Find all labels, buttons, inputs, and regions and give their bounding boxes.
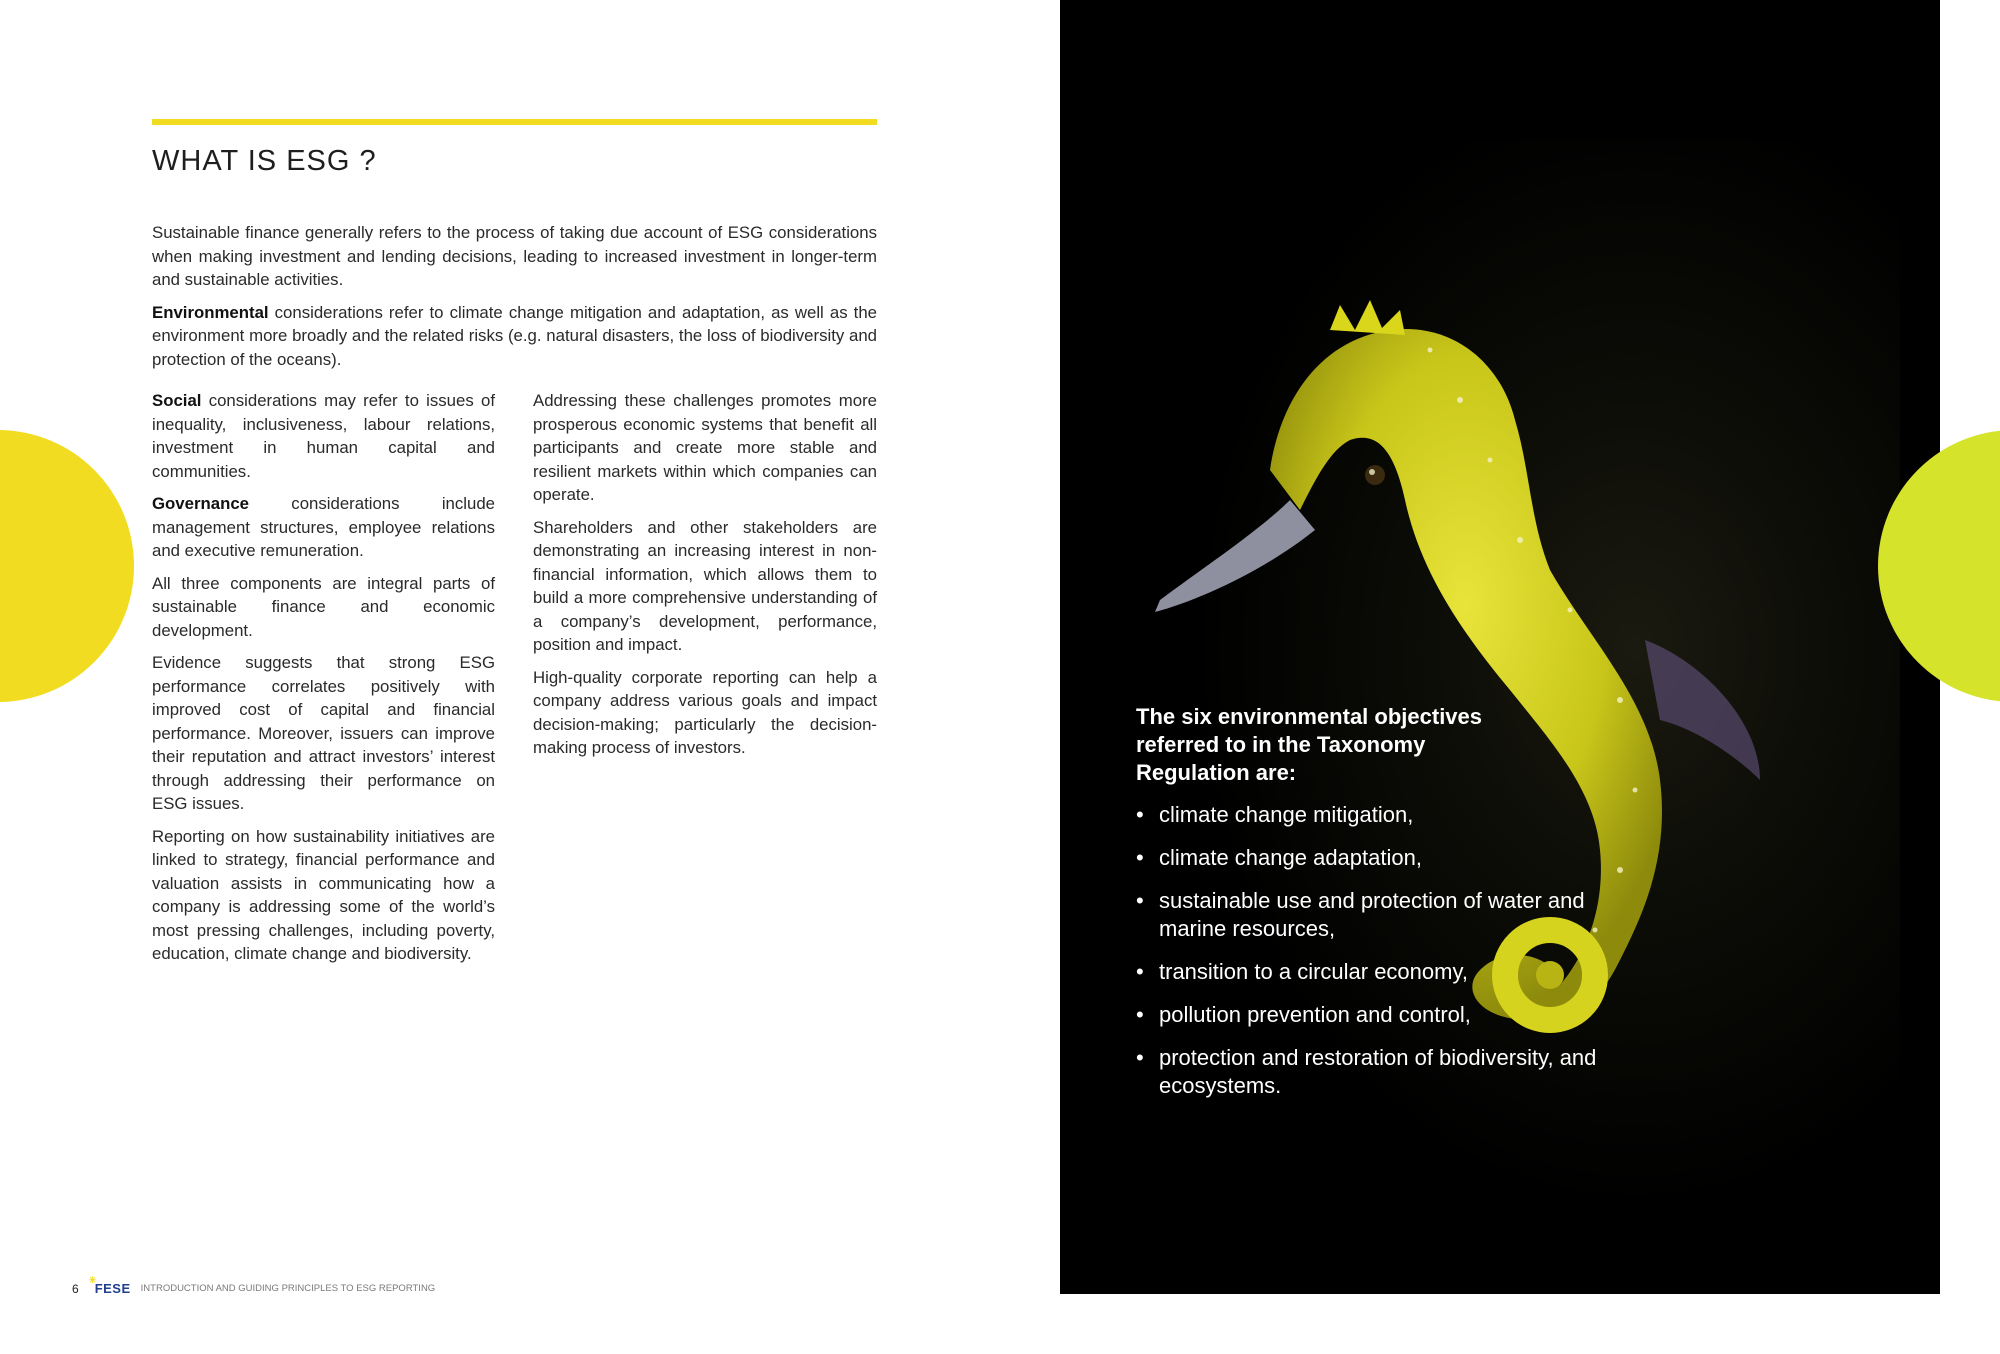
list-item <box>1136 801 1636 829</box>
list-item <box>1136 887 1636 943</box>
components-paragraph: All three components are integral parts of sustainable finance and economic development. <box>152 573 495 640</box>
social-text: considerations may refer to issues of inequality, inclusiveness, labour relations, investment in human capital and communities. <box>152 391 495 481</box>
intro-paragraph: Sustainable finance generally refers to the process of taking due account of ESG considerations when making investment and lending decisions, leading to increased investment in longer-term and sustainable activities. <box>152 223 877 289</box>
list-item <box>1136 1001 1636 1029</box>
governance-paragraph <box>152 492 495 563</box>
page-number: 6 <box>72 1281 79 1296</box>
social-paragraph <box>152 389 495 483</box>
list-item-text: transition to a circular economy, <box>1159 959 1468 984</box>
stakeholders-paragraph: Shareholders and other stakeholders are demonstrating an increasing interest in non-financial information, which allows them to build a more comprehensive understanding of a company’s development, performance, position and impact. <box>533 517 877 654</box>
list-item <box>1136 1044 1636 1100</box>
list-item <box>1136 844 1636 872</box>
environmental-lead: Environmental <box>152 302 269 322</box>
left-column <box>152 389 495 975</box>
logo-star-icon: ✳ <box>88 1275 97 1285</box>
fese-logo <box>88 1275 131 1296</box>
title-rule <box>152 119 877 125</box>
yellow-circle-decoration <box>0 430 134 702</box>
bullet-icon: • <box>1136 959 1144 984</box>
page-title: WHAT IS ESG ? <box>152 145 377 177</box>
objectives-box <box>1136 703 1636 1115</box>
list-item-text: climate change adaptation, <box>1159 845 1422 870</box>
list-item-text: sustainable use and protection of water and marine resources, <box>1159 888 1585 941</box>
page-footer <box>72 1275 436 1296</box>
bullet-icon: • <box>1136 888 1144 913</box>
bullet-icon: • <box>1136 1045 1144 1070</box>
environmental-paragraph <box>152 301 877 372</box>
list-item-text: climate change mitigation, <box>1159 802 1414 827</box>
right-column <box>533 389 877 769</box>
footer-title: INTRODUCTION AND GUIDING PRINCIPLES TO ESG REPORTING <box>140 1283 436 1294</box>
bullet-icon: • <box>1136 1002 1144 1027</box>
objectives-list <box>1136 801 1636 1100</box>
environmental-text: considerations refer to climate change mitigation and adaptation, as well as the environment more broadly and the related risks (e.g. natural disasters, the loss of biodiversity and protection of the oceans). <box>152 302 877 369</box>
list-item-text: pollution prevention and control, <box>1159 1002 1471 1027</box>
list-item <box>1136 958 1636 986</box>
list-item-text: protection and restoration of biodiversity, and ecosystems. <box>1159 1045 1597 1098</box>
bullet-icon: • <box>1136 845 1144 870</box>
evidence-paragraph: Evidence suggests that strong ESG performance correlates positively with improved cost of capital and financial performance. Moreover, issuers can improve their reputation and attract investors’ interest through addressing their performance on ESG issues. <box>152 653 495 813</box>
objectives-title: The six environmental objectives referred to in the Taxonomy Regulation are: <box>1136 704 1483 785</box>
bullet-icon: • <box>1136 802 1144 827</box>
social-lead: Social <box>152 391 202 410</box>
governance-text: considerations include management structures, employee relations and executive remuneration. <box>152 494 495 560</box>
logo-text: FESE <box>94 1281 131 1296</box>
corporate-reporting-paragraph: High-quality corporate reporting can help a company address various goals and impact decision-making; particularly the decision-making process of investors. <box>533 667 877 757</box>
challenges-paragraph: Addressing these challenges promotes more prosperous economic systems that benefit all participants and create more stable and resilient markets within which companies can operate. <box>533 391 877 504</box>
intro-text <box>152 221 877 380</box>
governance-lead: Governance <box>152 494 250 513</box>
reporting-paragraph: Reporting on how sustainability initiatives are linked to strategy, financial performance and valuation assists in communicating how a company is addressing some of the world’s most pressing challenges, including poverty, education, climate change and biodiversity. <box>152 826 495 963</box>
